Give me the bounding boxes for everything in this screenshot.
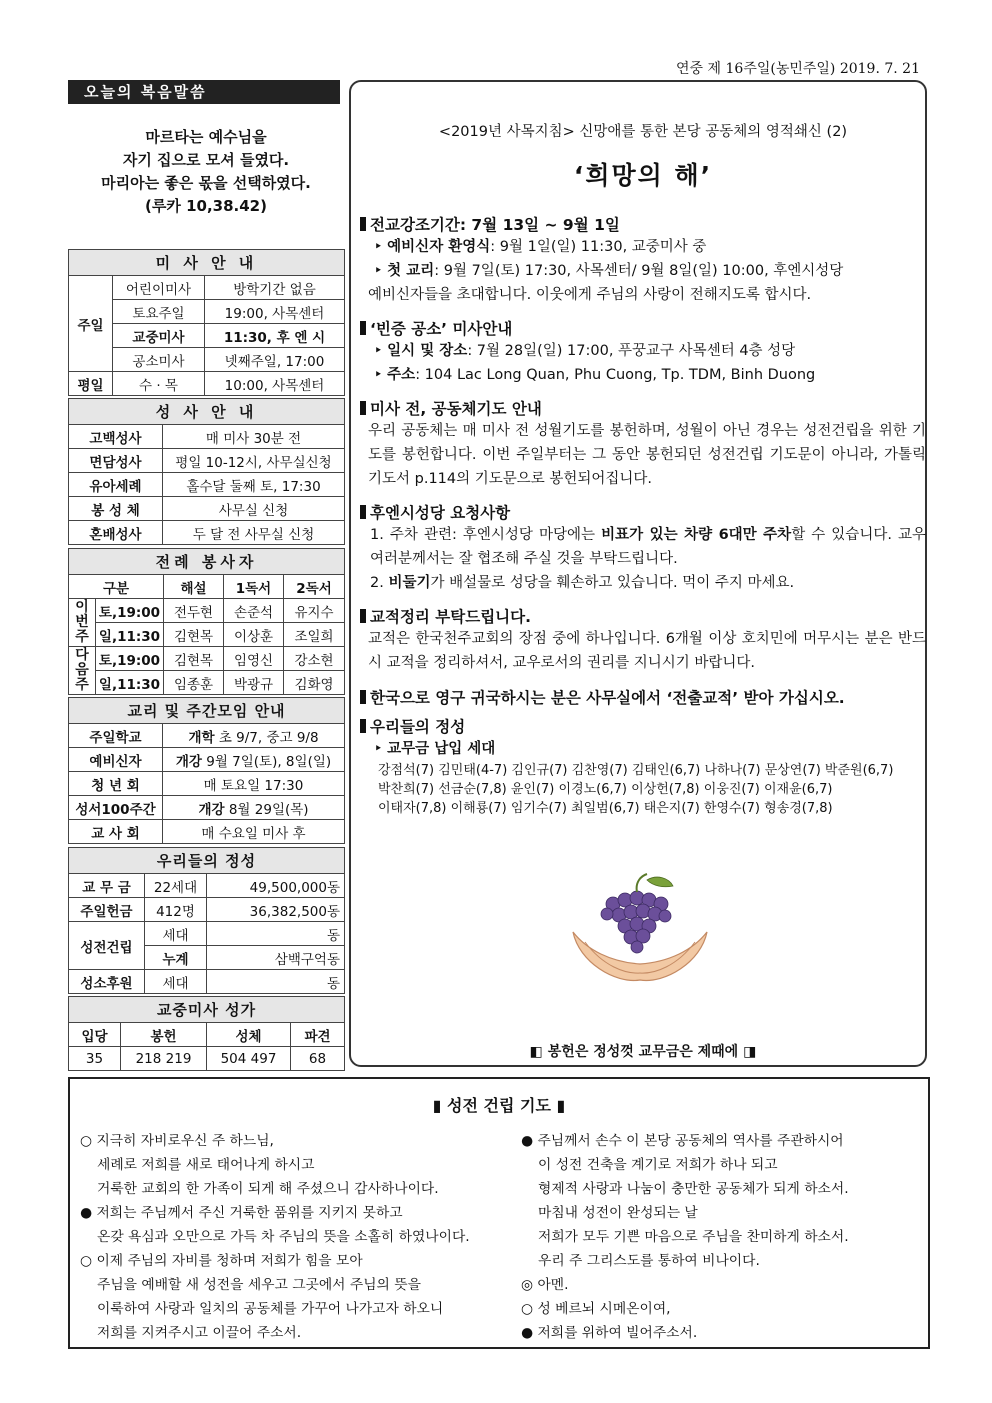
server-name: 강소현 <box>284 647 345 671</box>
catechism-table <box>68 697 345 844</box>
sacrament-name: 봉 성 체 <box>69 497 163 521</box>
section-prayer-guide <box>360 397 926 491</box>
announcement-line: ‣ 교무금 납입 세대 <box>374 741 496 757</box>
request-emphasis: 비표가 있는 차량 6대만 주차 <box>601 527 792 543</box>
prayer-leader-symbol: ○ <box>80 1253 93 1269</box>
section-body: 교적은 한국천주교회의 장점 중에 하나입니다. 6개월 이상 호치민에 머무시는 분은 반드시 교적을 정리하셔서, 교우로서의 권리를 지니시기 바랍니다. <box>368 631 926 671</box>
catechism-info <box>163 820 345 844</box>
prayer-response-symbol: ● <box>80 1205 93 1221</box>
sacrament-info: 홀수달 둘째 토, 17:30 <box>163 473 345 497</box>
sacrament-table <box>68 398 345 545</box>
prayer-line: 주님을 예배할 새 성전을 세우고 그곳에서 주님의 뜻을 <box>97 1277 421 1293</box>
section-heading <box>360 686 926 708</box>
request-text: 1. 주차 관련: 후엔시성당 마당에는 <box>370 527 602 543</box>
prayer-verse <box>80 1249 470 1273</box>
server-name: 임영신 <box>224 647 284 671</box>
prayer-line: 주님께서 손수 이 본당 공동체의 역사를 주관하시어 <box>537 1133 844 1149</box>
attendance-value: 68 <box>291 1047 345 1071</box>
server-name: 김현목 <box>164 647 224 671</box>
weekday-label: 평일 <box>69 372 113 396</box>
mass-type: 토요주일 <box>113 300 205 324</box>
catechism-tag: 개강 <box>198 801 225 818</box>
prayer-response-symbol: ● <box>521 1133 534 1149</box>
section-heading <box>360 715 930 737</box>
prayer-leader-symbol: ○ <box>80 1133 93 1149</box>
section-parish-record <box>360 605 926 675</box>
pastoral-title: ‘희망의 해’ <box>573 161 713 190</box>
announcement-text: : 9월 1일(일) 11:30, 교중미사 중 <box>490 239 707 255</box>
prayer-line: 아멘. <box>537 1277 569 1293</box>
offering-name: 교 무 금 <box>69 874 145 898</box>
catechism-detail: 매 수요일 미사 후 <box>201 825 306 842</box>
catechism-tag: 개강 <box>175 753 202 770</box>
offering-amount: 동 <box>207 970 345 994</box>
attendance-header: 성체 <box>207 1023 291 1047</box>
catechism-name: 예비신자 <box>69 748 163 772</box>
catechism-detail: 8월 29일(목) <box>224 801 309 818</box>
sacrament-title: 성 사 안 내 <box>69 399 345 425</box>
announcement-text: : 104 Lac Long Quan, Phu Cuong, Tp. TDM, Binh Duong <box>415 367 816 383</box>
prayer-verse <box>521 1321 849 1345</box>
prayer-line: 거룩한 교회의 한 가족이 되게 해 주셨으니 감사하나이다. <box>97 1181 439 1197</box>
prayer-all-symbol: ◎ <box>521 1277 534 1293</box>
server-name: 김화영 <box>284 671 345 695</box>
section-mission <box>360 213 926 307</box>
offering-count: 세대 <box>145 922 207 946</box>
section-heading-text: ‘빈증 공소’ 미사안내 <box>370 320 513 338</box>
sacrament-name: 유아세례 <box>69 473 163 497</box>
bullet-square-icon <box>360 690 366 704</box>
offering-count: 22세대 <box>145 874 207 898</box>
gospel-line: 자기 집으로 모셔 들였다. <box>122 151 290 169</box>
pastoral-subtitle: <2019년 사목지침> 신망애를 통한 본당 공동체의 영적쇄신 (2) <box>438 124 848 140</box>
attendance-table <box>68 996 345 1071</box>
mass-time: 19:00, 사목센터 <box>205 300 345 324</box>
offering-table <box>68 847 345 994</box>
announcement-label: 주소 <box>387 367 416 383</box>
section-heading-text: 후엔시성당 요청사항 <box>370 504 511 522</box>
bullet-square-icon <box>360 609 366 623</box>
attendance-header: 봉헌 <box>121 1023 207 1047</box>
church-building-prayer <box>68 1077 930 1349</box>
next-week-label: 다음주 <box>69 647 96 695</box>
prayer-line: 세례로 저희를 새로 태어나게 하시고 <box>97 1157 315 1173</box>
server-time: 일,11:30 <box>96 623 164 647</box>
servers-header: 해설 <box>164 575 224 599</box>
prayer-title: ▮ 성전 건립 기도 ▮ <box>432 1096 566 1115</box>
offering-name: 성전건립 <box>69 922 145 970</box>
request-text: 2. <box>370 575 389 591</box>
servers-title: 전례 봉사자 <box>69 549 345 575</box>
gospel-line: 마리아는 좋은 몫을 선택하였다. <box>101 174 311 192</box>
offering-count: 세대 <box>145 970 207 994</box>
catechism-name: 주일학교 <box>69 724 163 748</box>
offering-name: 성소후원 <box>69 970 145 994</box>
bulletin-date: 연중 제 16주일(농민주일) 2019. 7. 21 <box>676 61 920 77</box>
announcement-text: : 7월 28일(일) 17:00, 푸꿍교구 사목센터 4층 성당 <box>467 343 796 359</box>
prayer-line: 이룩하여 사랑과 일치의 공동체를 가꾸어 나가고자 하오니 <box>97 1301 444 1317</box>
server-name: 이상훈 <box>224 623 284 647</box>
section-return-korea <box>360 686 926 708</box>
offering-title: 우리들의 정성 <box>69 848 345 874</box>
prayer-line: 우리 주 그리스도를 통하여 비나이다. <box>538 1253 760 1269</box>
prayer-right-column <box>521 1129 849 1345</box>
section-heading <box>360 397 926 419</box>
announcement-label: 교무금 납입 세대 <box>387 741 496 757</box>
bullet-square-icon <box>360 719 366 733</box>
prayer-line: 저희가 모두 기쁜 마음으로 주님을 찬미하게 하소서. <box>538 1229 849 1245</box>
section-heading-text: 교적정리 부탁드립니다. <box>370 608 532 626</box>
server-name: 전두현 <box>164 599 224 623</box>
offering-amount: 36,382,500동 <box>207 898 345 922</box>
prayer-line: 지극히 자비로우신 주 하느님, <box>96 1133 274 1149</box>
attendance-value: 504 497 <box>207 1047 291 1071</box>
announcement-line: ‣ 주소: 104 Lac Long Quan, Phu Cuong, Tp. TDM, Binh Duong <box>374 367 816 383</box>
server-name: 김현목 <box>164 623 224 647</box>
prayer-left-column <box>80 1129 470 1345</box>
attendance-value: 218 219 <box>121 1047 207 1071</box>
mass-schedule-table <box>68 249 345 396</box>
servers-table <box>68 548 345 695</box>
offering-amount: 삼백구억동 <box>207 946 345 970</box>
mass-time: 10:00, 사목센터 <box>205 372 345 396</box>
catechism-name: 성서100주간 <box>69 796 163 820</box>
servers-header: 2독서 <box>284 575 345 599</box>
mass-type: 공소미사 <box>113 348 205 372</box>
sacrament-info: 매 미사 30분 전 <box>163 425 345 449</box>
prayer-line: 저희는 주님께서 주신 거룩한 품위를 지키지 못하고 <box>96 1205 403 1221</box>
offering-reminder: ◧ 봉헌은 정성껏 교무금은 제때에 ◨ <box>529 1044 757 1060</box>
sunday-label: 주일 <box>69 276 113 372</box>
announcement-label: 예비신자 환영식 <box>387 239 491 255</box>
catechism-title: 교리 및 주간모임 안내 <box>69 698 345 724</box>
announcement-line: ‣ 예비신자 환영식: 9월 1일(일) 11:30, 교중미사 중 <box>374 239 707 255</box>
prayer-line: 저희를 위하여 빌어주소서. <box>537 1325 698 1341</box>
request-text: 할 수 있습니다. 교우 여러분께서는 잘 협조해 주실 것을 부탁드립니다. <box>370 527 926 567</box>
gospel-line: 마르타는 예수님을 <box>145 128 267 146</box>
sacrament-info: 평일 10-12시, 사무실신청 <box>163 449 345 473</box>
attendance-header: 입당 <box>69 1023 121 1047</box>
section-heading-text: 우리들의 정성 <box>370 718 466 736</box>
catechism-info <box>163 748 345 772</box>
section-heading <box>360 501 926 523</box>
servers-header: 구분 <box>69 575 164 599</box>
section-heading-text: 미사 전, 공동체기도 안내 <box>370 400 542 418</box>
section-binh-duong <box>360 317 926 387</box>
server-name: 조일희 <box>284 623 345 647</box>
section-heading-text: 한국으로 영구 귀국하시는 분은 사무실에서 ‘전출교적’ 받아 가십시오. <box>370 689 845 707</box>
attendance-value: 35 <box>69 1047 121 1071</box>
offering-name: 주일헌금 <box>69 898 145 922</box>
prayer-line: 형제적 사랑과 나눔이 충만한 공동체가 되게 하소서. <box>538 1181 849 1197</box>
offering-amount: 49,500,000동 <box>207 874 345 898</box>
catechism-detail: 초 9/7, 중고 9/8 <box>214 729 319 746</box>
gospel-reference: (루카 10,38.42) <box>145 197 267 215</box>
section-body: 우리 공동체는 매 미사 전 성월기도를 봉헌하며, 성월이 아닌 경우는 성전건립을 위한 기도를 봉헌합니다. 이번 주일부터는 그 동안 봉헌되던 성전건립 기도문이 아니라, 가톨릭 기도서 p.114의 기도문으로 봉헌되어집니다. <box>368 423 926 487</box>
prayer-line: 마침내 성전이 완성되는 날 <box>538 1205 698 1221</box>
request-item <box>360 571 926 595</box>
prayer-leader-symbol: ○ <box>521 1301 534 1317</box>
catechism-info <box>163 772 345 796</box>
donor-names: 이태자(7,8) 이해룡(7) 임기수(7) 최일범(6,7) 태은지(7) 한영수(7) 형송경(7,8) <box>378 801 833 816</box>
prayer-response-symbol: ● <box>521 1325 534 1341</box>
catechism-info <box>163 796 345 820</box>
bullet-square-icon <box>360 217 366 231</box>
mass-type: 어린이미사 <box>113 276 205 300</box>
grapes-in-hands-illustration <box>565 870 715 995</box>
announcement-label: 첫 교리 <box>387 263 435 279</box>
gospel-banner: 오늘의 복음말씀 <box>68 80 340 104</box>
mass-time: 넷째주일, 17:00 <box>205 348 345 372</box>
announcement-line: 예비신자들을 초대합니다. 이웃에게 주님의 사랑이 전해지도록 합시다. <box>368 287 812 303</box>
prayer-line: 성 베르뇌 시메온이여, <box>537 1301 671 1317</box>
announcement-label: 일시 및 장소 <box>387 343 468 359</box>
prayer-line: 저희를 지켜주시고 이끌어 주소서. <box>97 1325 302 1341</box>
section-heading <box>360 317 926 339</box>
server-time: 토,19:00 <box>96 647 164 671</box>
section-heading <box>360 213 926 235</box>
catechism-tag: 개학 <box>188 729 215 746</box>
catechism-name: 청 년 회 <box>69 772 163 796</box>
prayer-verse <box>80 1129 470 1153</box>
section-heading <box>360 605 926 627</box>
sacrament-info: 두 달 전 사무실 신청 <box>163 521 345 545</box>
sacrament-name: 혼배성사 <box>69 521 163 545</box>
request-text: 가 배설물로 성당을 훼손하고 있습니다. 먹이 주지 마세요. <box>430 575 795 591</box>
server-time: 토,19:00 <box>96 599 164 623</box>
mass-time: 방학기간 없음 <box>205 276 345 300</box>
this-week-label: 이번주 <box>69 599 96 647</box>
mass-title: 미 사 안 내 <box>69 250 345 276</box>
prayer-line: 온갖 욕심과 오만으로 가득 차 주님의 뜻을 소홀히 하였나이다. <box>97 1229 470 1245</box>
prayer-line: 이 성전 건축을 계기로 저희가 하나 되고 <box>538 1157 778 1173</box>
catechism-info <box>163 724 345 748</box>
catechism-detail: 매 토요일 17:30 <box>203 777 304 794</box>
prayer-verse <box>521 1129 849 1153</box>
bullet-square-icon <box>360 505 366 519</box>
donor-names: 박찬희(7) 선금순(7,8) 윤인(7) 이경노(6,7) 이상헌(7,8) 이웅진(7) 이재윤(6,7) <box>378 782 833 797</box>
attendance-title: 교중미사 성가 <box>69 997 345 1023</box>
server-name: 유지수 <box>284 599 345 623</box>
server-name: 박광규 <box>224 671 284 695</box>
prayer-line: 이제 주님의 자비를 청하며 저희가 힘을 모아 <box>96 1253 363 1269</box>
gospel-verse <box>68 126 344 218</box>
mass-type: 교중미사 <box>113 324 205 348</box>
sacrament-name: 면담성사 <box>69 449 163 473</box>
request-item <box>360 523 926 571</box>
bullet-square-icon <box>360 321 366 335</box>
sacrament-name: 고백성사 <box>69 425 163 449</box>
server-time: 일,11:30 <box>96 671 164 695</box>
prayer-verse <box>521 1273 849 1297</box>
catechism-detail: 9월 7일(토), 8일(일) <box>201 753 332 770</box>
server-name: 손준석 <box>224 599 284 623</box>
section-church-requests <box>360 501 926 595</box>
offering-amount: 동 <box>207 922 345 946</box>
announcement-line: ‣ 첫 교리: 9월 7일(토) 17:30, 사목센터/ 9월 8일(일) 10:00, 후엔시성당 <box>374 263 844 279</box>
server-name: 임종훈 <box>164 671 224 695</box>
offering-count: 412명 <box>145 898 207 922</box>
prayer-verse <box>80 1201 470 1225</box>
request-emphasis: 비둘기 <box>388 575 431 591</box>
section-our-offering <box>360 715 930 818</box>
section-heading-text: 전교강조기간: 7월 13일 ~ 9월 1일 <box>370 216 620 234</box>
donor-names: 강점석(7) 김민태(4-7) 김인규(7) 김찬영(7) 김태인(6,7) 나하나(7) 문상연(7) 박준원(6,7) <box>378 763 894 778</box>
attendance-header: 파견 <box>291 1023 345 1047</box>
servers-header: 1독서 <box>224 575 284 599</box>
catechism-name: 교 사 회 <box>69 820 163 844</box>
prayer-verse <box>521 1297 849 1321</box>
announcement-text: : 9월 7일(토) 17:30, 사목센터/ 9월 8일(일) 10:00, 후엔시성당 <box>434 263 844 279</box>
announcement-line: ‣ 일시 및 장소: 7월 28일(일) 17:00, 푸꿍교구 사목센터 4층 성당 <box>374 343 796 359</box>
bullet-square-icon <box>360 401 366 415</box>
mass-time: 11:30, 후 엔 시 <box>205 324 345 348</box>
mass-type: 수 · 목 <box>113 372 205 396</box>
offering-cumulative-label: 누계 <box>145 946 207 970</box>
sacrament-info: 사무실 신청 <box>163 497 345 521</box>
